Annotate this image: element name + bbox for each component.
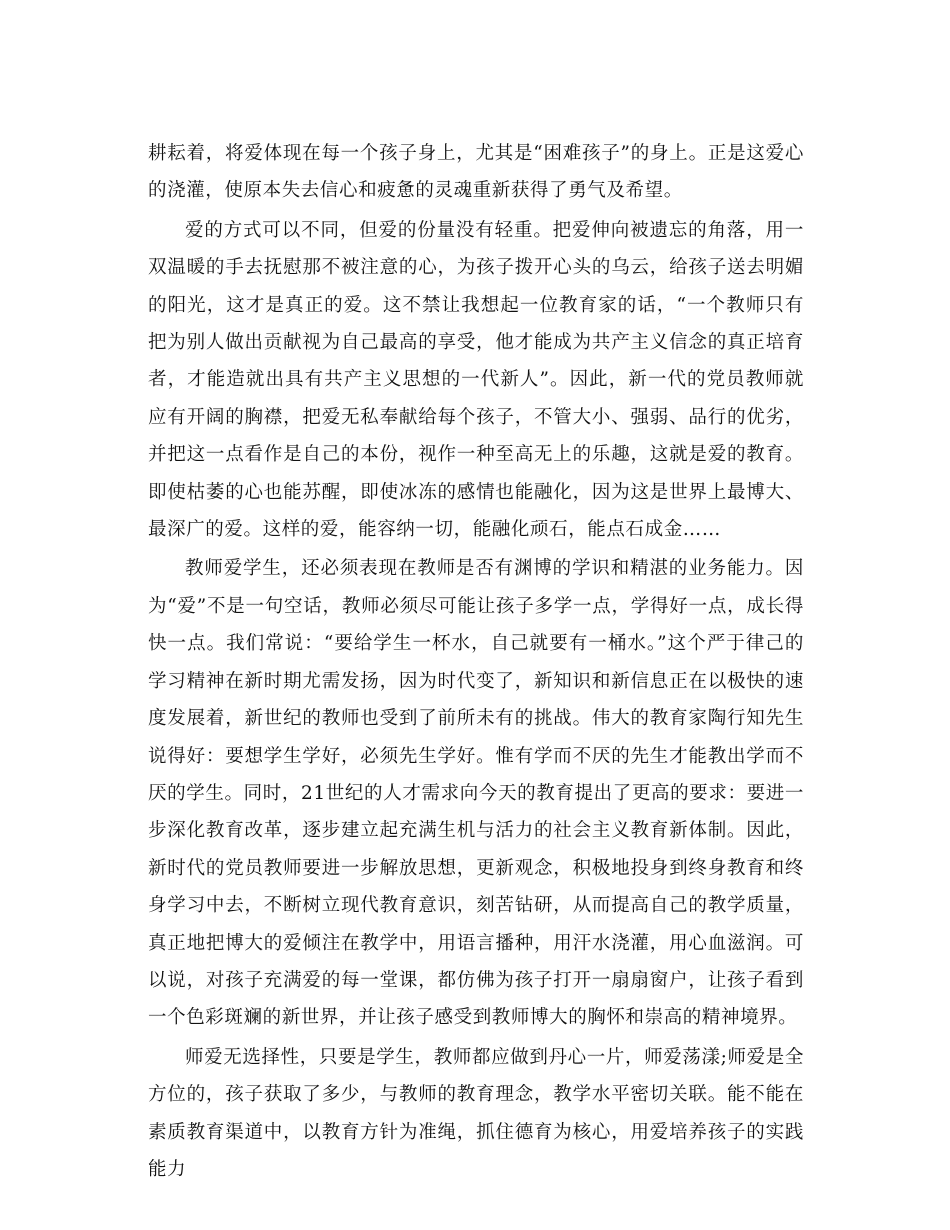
paragraph-teacher-knowledge: 教师爱学生，还必须表现在教师是否有渊博的学识和精湛的业务能力。因为“爱”不是一句空话，教师必须尽可能让孩子多学一点，学得好一点，成长得快一点。我们常说：“要给学生一杯水，自己就要有一桶水。”这个严于律己的学习精神在新时期尤需发扬，因为时代变了，新知识和新信息正在以极快的速度发展着，新世纪的教师也受到了前所未有的挑战。伟大的教育家陶行知先生说得好：要想学生学好，必须先生学好。惟有学而不厌的先生才能教出学而不厌的学生。同时，21世纪的人才需求向今天的教育提出了更高的要求：要进一步深化教育改革，逐步建立起充满生机与活力的社会主义教育新体制。因此，新时代的党员教师要进一步解放思想，更新观念，积极地投身到终身教育和终身学习中去，不断树立现代教育意识，刻苦钻研，从而提高自己的教学质量，真正地把博大的爱倾注在教学中，用语言播种，用汗水浇灌，用心血滋润。可以说，对孩子充满爱的每一堂课，都仿佛为孩子打开一扇扇窗户，让孩子看到一个色彩斑斓的新世界，并让孩子感受到教师博大的胸怀和崇高的精神境界。 — [148, 558, 804, 1029]
paragraph-teacher-love: 师爱无选择性，只要是学生，教师都应做到丹心一片，师爱荡漾;师爱是全方位的，孩子获取了多少，与教师的教育理念，教学水平密切关联。能不能在素质教育渠道中，以教育方针为准绳，抓住德育为核心，用爱培养孩子的实践能力 — [148, 1046, 804, 1180]
paragraph-continuation: 耕耘着，将爱体现在每一个孩子身上，尤其是“困难孩子”的身上。正是这爱心的浇灌，使原本失去信心和疲惫的灵魂重新获得了勇气及希望。 — [148, 143, 804, 202]
paragraph-love-ways: 爱的方式可以不同，但爱的份量没有轻重。把爱伸向被遗忘的角落，用一双温暖的手去抚慰那不被注意的心，为孩子拨开心头的乌云，给孩子送去明媚的阳光，这才是真正的爱。这不禁让我想起一位教育家的话，“一个教师只有把为别人做出贡献视为自己最高的享受，他才能成为共产主义信念的真正培育者，才能造就出具有共产主义思想的一代新人”。因此，新一代的党员教师就应有开阔的胸襟，把爱无私奉献给每个孩子，不管大小、强弱、品行的优劣，并把这一点看作是自己的本份，视作一种至高无上的乐趣，这就是爱的教育。即使枯萎的心也能苏醒，即使冰冻的感情也能融化，因为这是世界上最博大、最深广的爱。这样的爱，能容纳一切，能融化顽石，能点石成金…… — [148, 219, 804, 541]
document-page — [148, 135, 804, 1188]
